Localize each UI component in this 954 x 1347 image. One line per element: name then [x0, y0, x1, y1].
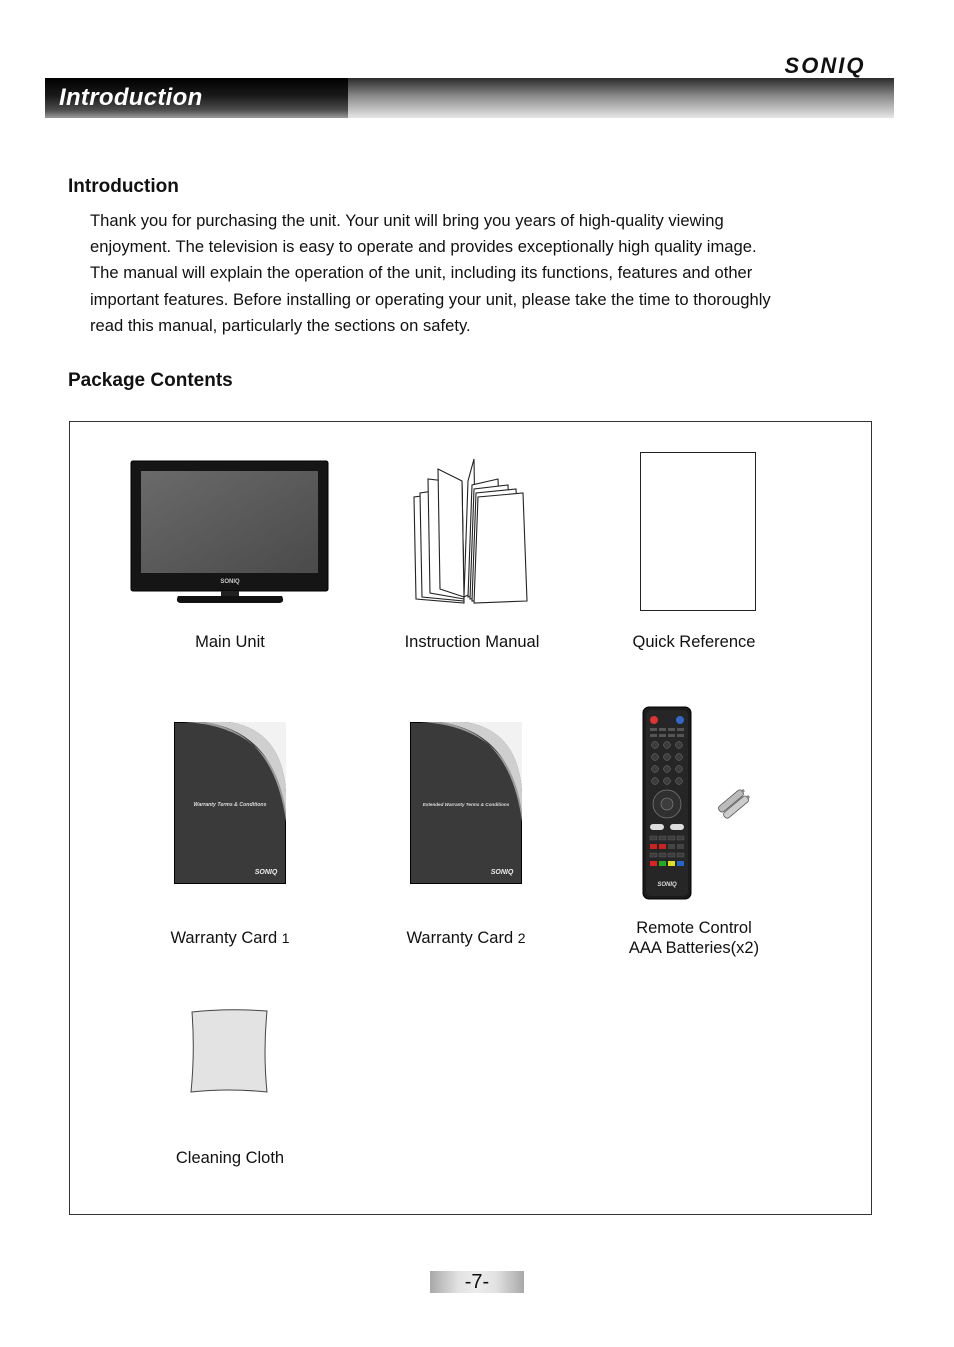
brand-logo — [772, 52, 878, 80]
package-contents-box — [69, 421, 872, 1215]
brand-logo-text: SONIQ — [784, 53, 866, 78]
item-label-suffix: 1 — [281, 930, 290, 946]
tv-icon — [130, 460, 330, 606]
cleaning-cloth-icon — [187, 1008, 271, 1096]
item-label-text: Warranty Card — [170, 929, 278, 947]
warranty-card-brand: SONIQ — [254, 869, 278, 876]
item-label-quick-reference: Quick Reference — [632, 633, 756, 651]
remote-control-icon — [642, 706, 692, 900]
paragraph-line: Thank you for purchasing the unit. Your unit will bring you years of high-quality viewing — [90, 211, 724, 230]
paragraph-line: read this manual, particularly the sections on safety. — [90, 315, 471, 335]
warranty-card-brand: SONIQ — [490, 869, 514, 876]
item-label-remote-control — [594, 918, 794, 958]
remote-brand-text: SONIQ — [657, 882, 677, 888]
item-label-warranty-card-1 — [130, 928, 330, 948]
warranty-card-text: Warranty Terms & Conditions — [193, 802, 267, 808]
paragraph-line: The manual will explain the operation of the unit, including its functions, features and other — [90, 263, 753, 283]
item-label-main-unit: Main Unit — [195, 633, 265, 651]
item-label-suffix: 2 — [517, 930, 526, 946]
batteries-icon — [714, 785, 754, 821]
paragraph-line: enjoyment. The television is easy to operate and provides exceptionally high quality image. — [90, 237, 757, 257]
warranty-card-text: Extended Warranty Terms & Conditions — [422, 802, 510, 807]
quick-reference-icon — [640, 452, 756, 611]
package-contents-heading: Package Contents — [68, 370, 233, 391]
item-label-text: Warranty Card — [406, 929, 514, 947]
item-label-instruction-manual: Instruction Manual — [404, 633, 540, 651]
tv-brand-text: SONIQ — [220, 579, 240, 585]
warranty-card-icon — [410, 722, 522, 884]
item-label-cleaning-cloth: Cleaning Cloth — [175, 1149, 285, 1167]
paragraph-line: important features. Before installing or operating your unit, please take the time to thoroughly — [90, 289, 771, 309]
introduction-paragraph — [90, 208, 850, 339]
item-label-line: Remote Control — [636, 919, 752, 937]
introduction-heading: Introduction — [68, 176, 179, 197]
item-label-line: AAA Batteries(x2) — [628, 939, 760, 957]
warranty-card-icon — [174, 722, 286, 884]
section-title: Introduction — [59, 84, 203, 111]
page-number: -7- — [430, 1271, 524, 1293]
manual-icon — [406, 457, 531, 607]
item-label-warranty-card-2 — [366, 928, 566, 948]
